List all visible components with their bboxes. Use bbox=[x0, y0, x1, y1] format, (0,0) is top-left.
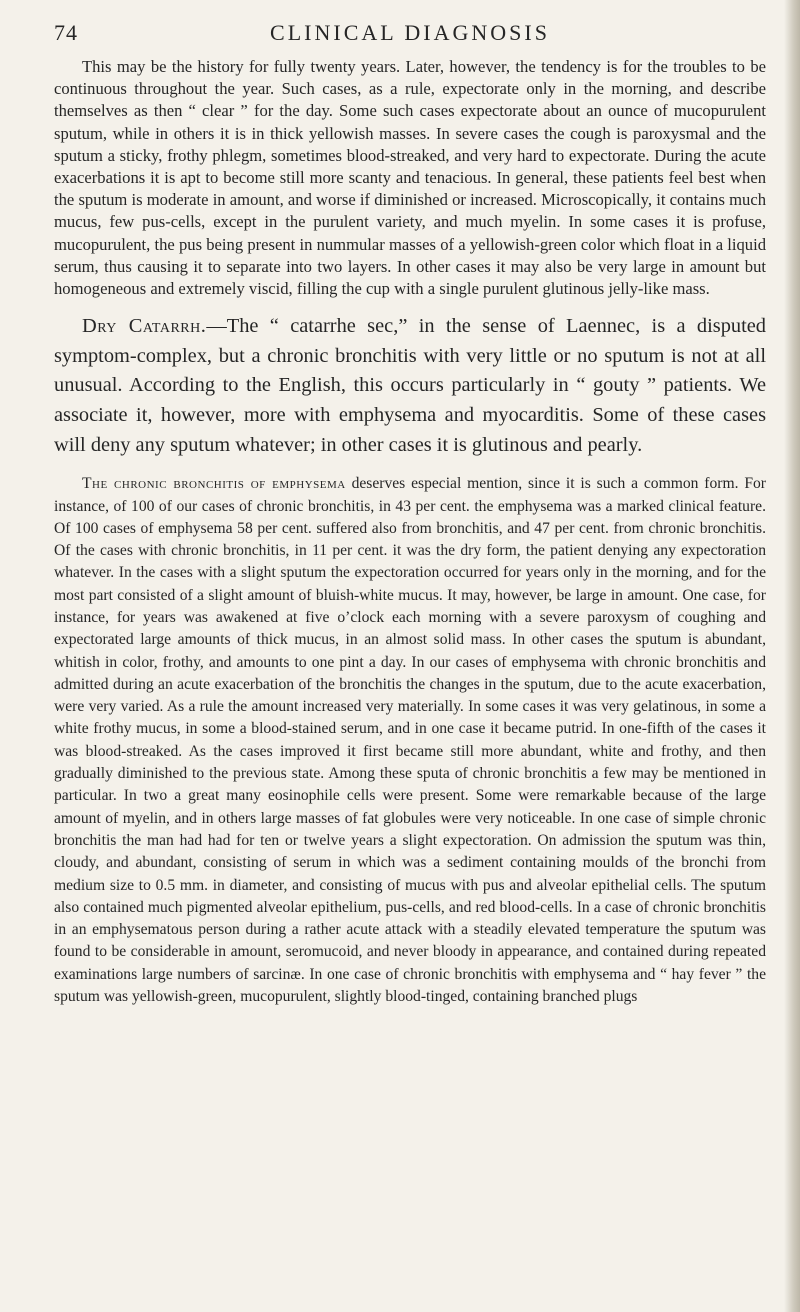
paragraph-dry-catarrh bbox=[54, 312, 766, 460]
page-edge-shadow bbox=[784, 0, 800, 1312]
paragraph-chronic-bronchitis bbox=[54, 473, 766, 1008]
book-page bbox=[54, 16, 766, 1008]
dry-catarrh-body: —The “ catarrhe sec,” in the sense of Laennec, is a disputed symptom-complex, but a chronic bronchitis with very little or no sputum is not at all unusual. According to the English, this occurs particularly in “ gouty ” patients. We associate it, however, more with emphysema and myocarditis. Some of these cases will deny any sputum whatever; in other cases it is glutinous and pearly. bbox=[54, 315, 766, 456]
chronic-bronchitis-body: deserves especial mention, since it is such a common form. For instance, of 100 of our cases of chronic bronchitis, in 43 per cent. the emphysema was a marked clinical feature. Of 100 cases of emphysema 58 per cent. suffered also from bronchitis, and 47 per cent. from chronic bronchitis. Of the cases with chronic bronchitis, in 11 per cent. it was the dry form, the patient denying any expectoration whatever. In the cases with a slight sputum the expectoration occurred for years only in the morning, and for the most part consisted of a slight amount of bluish-white mucus. It may, however, be large in amount. One case, for instance, for years was awakened at five o’clock each morning with a severe paroxysm of coughing and expectorated large amounts of thick mucus, in an almost solid mass. In other cases the sputum is abundant, whitish in color, frothy, and amounts to one pint a day. In our cases of emphysema with chronic bronchitis and admitted during an acute exacerbation of the bronchitis the changes in the sputum, due to the acute exacerbation, were very varied. As a rule the amount increased very materially. In some cases it was very gelatinous, in some a white frothy mucus, in some a blood-stained serum, and in one case it became putrid. In one-fifth of the cases it was blood-streaked. As the cases improved it first became still more abundant, white and frothy, and then gradually diminished to the previous state. Among these sputa of chronic bronchitis a few may be mentioned in particular. In two a great many eosinophile cells were present. Some were remarkable because of the large amount of myelin, and in others large masses of fat globules were very noticeable. In one case of simple chronic bronchitis the man had had for ten or twelve years a slight expectoration. On admission the sputum was thin, cloudy, and abundant, consisting of serum in which was a sediment containing moulds of the bronchi from medium size to 0.5 mm. in diameter, and consisting of mucus with pus and alveolar epithelial cells. The sputum also contained much pigmented alveolar epithelium, pus-cells, and red blood-cells. In a case of chronic bronchitis in an emphysematous person during a rather acute attack with a steadily elevated temperature the sputum was found to be considerable in amount, seromucoid, and never bloody in appearance, and contained during repeated examinations large numbers of sarcinæ. In one case of chronic bronchitis with emphysema and “ hay fever ” the sputum was yellowish-green, mucopurulent, slightly blood-tinged, containing branched plugs bbox=[54, 475, 767, 1006]
dry-catarrh-heading: Dry Catarrh. bbox=[82, 315, 207, 338]
chronic-bronchitis-heading: The chronic bronchitis of emphysema bbox=[82, 475, 346, 493]
running-head bbox=[54, 16, 766, 56]
page-number: 74 bbox=[54, 20, 78, 45]
paragraph-intro: This may be the history for fully twenty years. Later, however, the tendency is for the troubles to be continuous throughout the year. Such cases, as a rule, expectorate only in the morning, and describe themselves as then “ clear ” for the day. Some such cases expectorate about an ounce of mucopurulent sputum, while in others it is in thick yellowish masses. In severe cases the cough is paroxysmal and the sputum a sticky, frothy phlegm, sometimes blood-streaked, and very hard to expectorate. During the acute exacerbations it is apt to become still more scanty and tenacious. In general, these patients feel best when the sputum is moderate in amount, and worse if diminished or increased. Microscopically, it contains much mucus, few pus-cells, except in the purulent variety, and much myelin. In some cases it is profuse, mucopurulent, the pus being present in nummular masses of a yellowish-green color which float in a liquid serum, thus causing it to separate into two layers. In other cases it may also be very large in amount but homogeneous and extremely viscid, filling the cup with a single purulent glutinous jelly-like mass. bbox=[54, 57, 766, 299]
running-head-title: CLINICAL DIAGNOSIS bbox=[270, 20, 550, 45]
